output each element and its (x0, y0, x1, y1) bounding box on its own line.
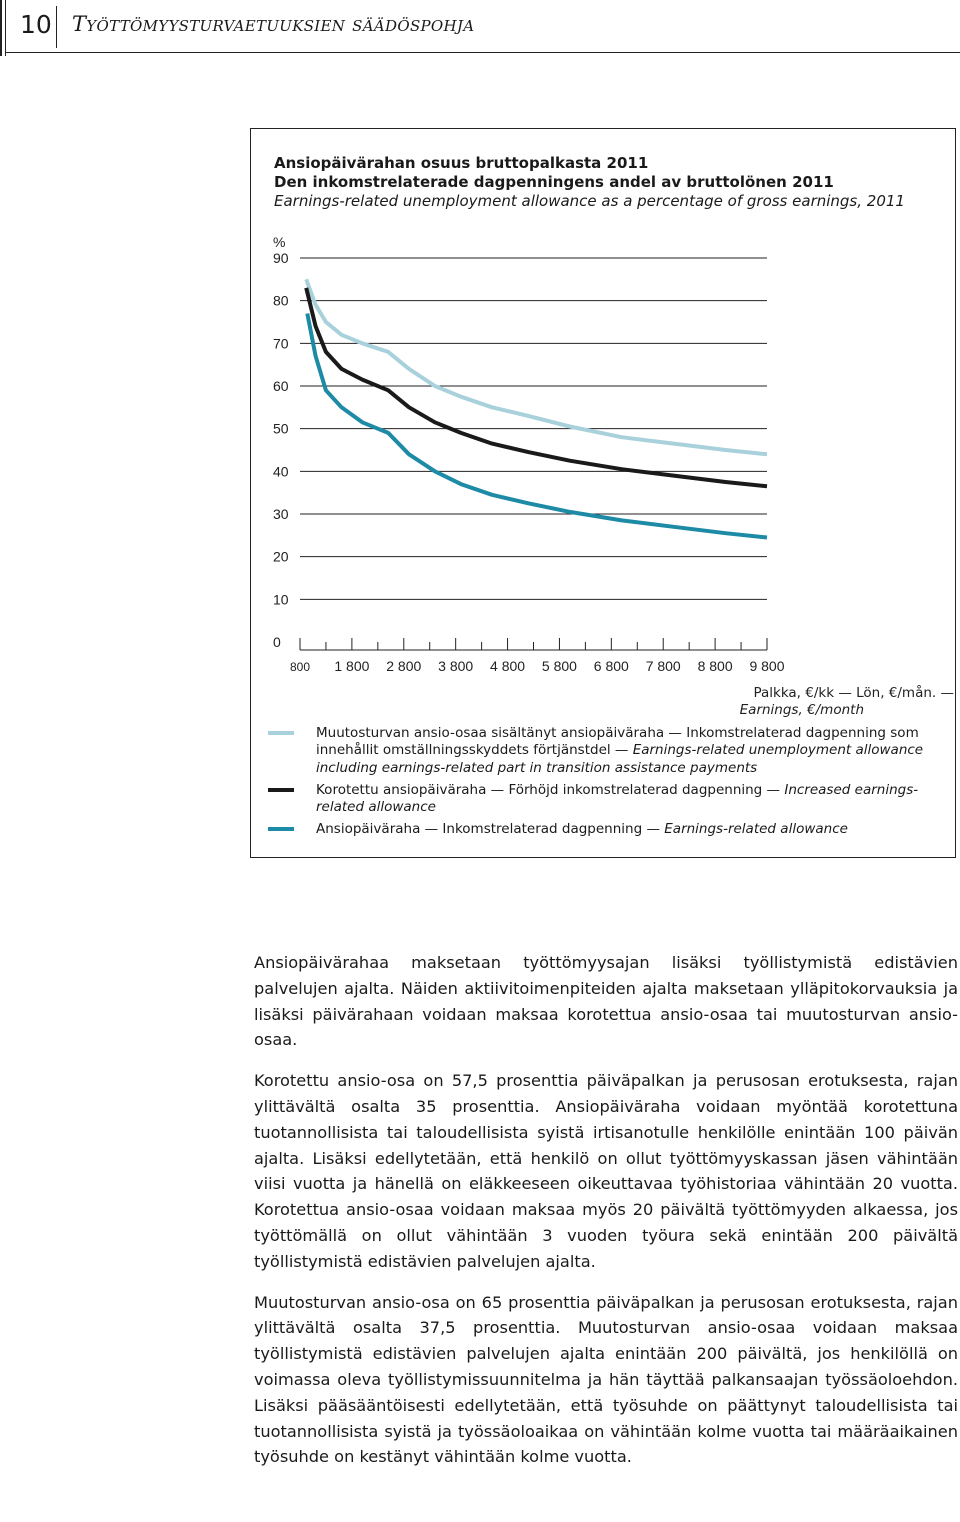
chart-title-fi: Ansiopäivärahan osuus bruttopalkasta 2011 (274, 154, 649, 172)
body-paragraph: Muutosturvan ansio-osa on 65 prosenttia päiväpalkan ja perusosan erotuksesta, rajan ylittävältä osalta 37,5 prosenttia. Muutosturvan ansio-osaa voidaan maksaa työllistymistä edistävien palvelujen ajalta enintään 200 päivältä, jos henkilöllä on voimassa oleva työllistymissuunnitelma ja hän täyttää palkansaajan työssäoloehdon. Lisäksi pääsääntöisesti edellytetään, että työsuhde on päättynyt taloudellisista tai tuotannollisista syistä ja työssäoloaikaa on vähintään kolme vuotta tai määräaikainen työsuhde on kestänyt vähintään kolme vuotta. (254, 1292, 958, 1467)
legend-entry (268, 782, 948, 817)
legend-text: Muutosturvan ansio-osaa sisältänyt ansiopäiväraha — Inkomstrelaterad dagpenning som innehållit omställningsskyddets förtjänstdel — (316, 725, 919, 759)
body-paragraph: Korotettu ansio-osa on 57,5 prosenttia päiväpalkan ja perusosan erotuksesta, rajan ylittävältä osalta 35 prosenttia. Ansiopäiväraha voidaan myöntää korotettuna tuotannollisista tai taloudellisista syistä irtisanotulle henkilölle enintään 100 päivän ajalta. Lisäksi edellytetään, että henkilö on ollut työttömyyskassan jäsen vähintään viisi vuotta ja hänellä on eläkkeeseen oikeuttavaa työhistoriaa vähintään 20 vuotta. Korotettua ansio-osaa voidaan maksaa myös 20 päivältä työttömyyden alkaessa, jos työttömällä on ollut vähintään 3 vuoden työura sekä enintään 200 päivältä työllistymistä edistävien palvelujen ajalta. (254, 1071, 958, 1271)
y-tick-label: 80 (273, 292, 289, 309)
chart-plot (0, 0, 960, 720)
legend-entry (268, 821, 948, 838)
legend-text: Increased earnings-related allowance (316, 781, 919, 816)
body-text (254, 950, 958, 1485)
grid-lines (300, 258, 767, 599)
y-tick-label: 50 (273, 420, 289, 437)
y-tick-label: 40 (273, 463, 289, 480)
y-tick-label: 60 (273, 378, 289, 394)
x-tick-labels (290, 658, 785, 674)
y-axis-unit: % (273, 234, 286, 250)
page-number: 10 (20, 10, 52, 39)
x-tick-label: 4 800 (490, 658, 526, 674)
x-tick-label: 9 800 (749, 658, 785, 674)
x-tick-label: 7 800 (645, 658, 681, 674)
y-tick-label: 0 (273, 634, 281, 650)
x-axis (300, 638, 767, 650)
legend-text: Earnings-related allowance (664, 821, 848, 838)
x-tick-label: 6 800 (593, 658, 629, 674)
legend-swatch (268, 788, 294, 792)
x-tick-label: 8 800 (697, 658, 733, 674)
legend-swatch (268, 731, 294, 735)
y-tick-label: 30 (273, 506, 289, 522)
legend-entry (268, 725, 948, 777)
x-axis-caption-1: Palkka, €/kk — Lön, €/mån. — (753, 685, 954, 701)
body-paragraph: Ansiopäivärahaa maksetaan työttömyysajan lisäksi työllistymistä edistävien palvelujen ajalta. Näiden aktiivitoimenpiteiden ajalta maksetaan ylläpitokorvauksia ja lisäksi päivärahaan voidaan maksaa korotettua ansio-osaa tai muutosturvan ansio-osaa. (254, 953, 958, 1050)
legend-text: Korotettu ansiopäiväraha — Förhöjd inkomstrelaterad dagpenning — (316, 781, 785, 798)
legend-swatch (268, 827, 294, 831)
chart-title-en: Earnings-related unemployment allowance as a percentage of gross earnings, 2011 (274, 192, 905, 210)
x-tick-label: 800 (289, 660, 311, 674)
legend-text: Earnings-related unemployment allowance including earnings-related part in transition assistance payments (316, 742, 924, 776)
y-tick-label: 20 (273, 548, 289, 565)
running-title: Työttömyysturvaetuuksien säädöspohja (72, 12, 475, 36)
chart-title-sv: Den inkomstrelaterade dagpenningens andel av bruttolönen 2011 (274, 173, 834, 191)
x-axis-caption-2: Earnings, €/month (739, 702, 864, 718)
series-line-2 (306, 288, 767, 486)
x-tick-label: 2 800 (386, 658, 422, 674)
x-tick-label: 3 800 (438, 658, 474, 674)
series-lines (306, 279, 767, 537)
y-tick-label: 90 (273, 250, 289, 266)
y-tick-label: 10 (273, 591, 289, 608)
y-tick-labels (273, 250, 289, 650)
legend-text: Ansiopäiväraha — Inkomstrelaterad dagpenning — (316, 821, 665, 838)
x-tick-label: 5 800 (541, 658, 577, 674)
chart-legend (268, 725, 948, 844)
x-tick-label: 1 800 (334, 658, 370, 674)
y-tick-label: 70 (273, 335, 289, 352)
